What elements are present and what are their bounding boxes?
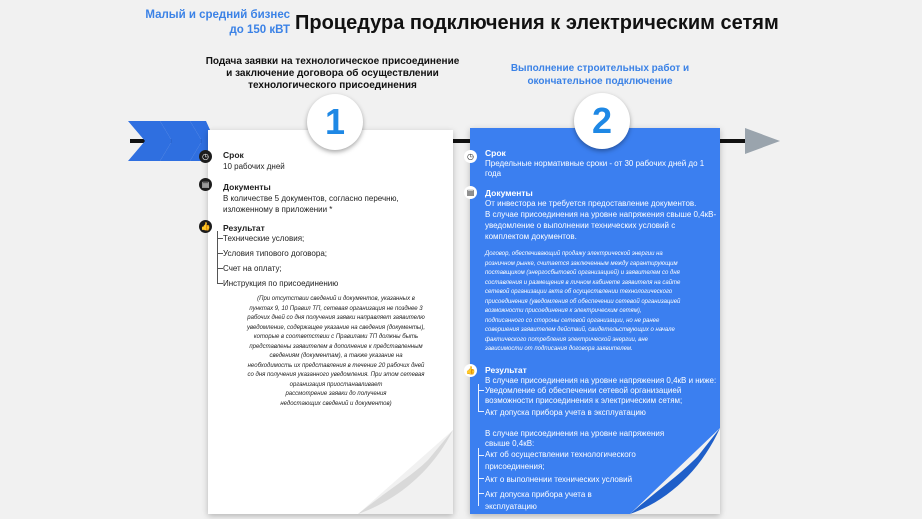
note-line: сетевой организации акта об осуществлении технологического [485,289,673,295]
step2-note [485,250,715,355]
note-line: поставщиком (энергосбытовой организацией) и заявителем со дня [485,270,680,276]
result-item: эксплуатацию [485,502,537,511]
result-item: возможности присоединения к электрическим сетям; [485,396,683,405]
result-bracket [478,448,479,506]
step2-heading [495,62,705,88]
page-curl-icon [630,428,720,514]
note-line: составления и размещения в личном кабинете заявителя на сайте [485,279,681,286]
arrow-head-icon [745,128,780,154]
subtitle-line: до 150 кВТ [229,24,290,36]
note-line: которые в соответствии с Правилами ТП должны быть [253,334,419,340]
note-line: организация приостанавливает [289,381,383,388]
page-curl-icon [358,430,453,514]
note-line: присоединения (уведомления об обеспечении сетевой организацией [485,298,681,305]
result-item: Технические условия; [223,234,305,243]
step1-card [200,130,453,514]
subtitle-line: Малый и средний бизнес [145,9,290,21]
step1-note [222,295,450,409]
note-line: совершения заявителем действий, свидетельствующих о начале [485,327,675,333]
result-item: Акт о выполнении технических условий [485,475,633,484]
note-line: сведениям (документам), а также указание на [269,353,403,359]
heading-line: и заключение договора об осуществлении [226,68,439,79]
clock-icon: ◷ [464,150,477,163]
step-number-badge: 1 [307,94,363,150]
result-intro: свыше 0,4кВ: [485,439,535,448]
step2-card [465,128,720,514]
result-item: Условия типового договора; [223,249,328,258]
bracket-tick [478,493,484,494]
term-text: года [485,169,502,178]
heading-line: Подача заявки на технологическое присоединение [205,56,460,67]
docs-text: уведомление о выполнении технических условий с [485,221,676,230]
term-title: Срок [485,148,506,158]
note-line: представлены заявителем в дополнение к представленным [249,343,423,350]
document-icon: ▤ [199,178,212,191]
note-line: со дня получения указанного уведомления. При этом сетевая [247,372,425,378]
note-line: пунктах 9, 10 Правил ТП, сетевая организация не позднее 3 [249,305,423,312]
note-line: фактического потребления электрической энергии, вне [485,336,648,343]
docs-text: комплектом документов. [485,232,577,241]
docs-text: В количестве 5 документов, согласно перечню, [223,194,399,203]
bracket-tick [478,390,484,391]
page-title: Процедура подключения к электрическим сетям [295,12,779,34]
note-line: розничном рынке, считается заключенным между гарантирующим [485,260,678,267]
result-item: Уведомление об обеспечении сетевой организацией [485,386,682,395]
result-item: Счет на оплату; [223,264,282,273]
docs-text: От инвестора не требуется предоставление документов. [485,199,697,208]
thumbs-up-icon: 👍 [465,366,476,375]
term-title: Срок [223,150,244,160]
note-line: уведомление, содержащее указание на сведения (документы), [246,324,426,331]
clock-icon: ◷ [199,150,212,163]
document-icon: ▤ [464,186,477,199]
note-line: недостающих сведений и документов) [280,400,392,407]
bracket-tick [478,478,484,479]
bracket-tick [478,455,484,456]
thumbs-up-icon: 👍 [200,222,211,231]
step1-heading [205,56,460,92]
result-title: Результат [485,365,527,375]
note-line: подписанного со стороны сетевой организации, но не ранее [485,317,660,324]
result-title: Результат [223,223,265,233]
bracket-tick [478,411,484,412]
result-item: Акт об осуществлении технологического [485,450,636,459]
docs-text: В случае присоединения на уровне напряжения свыше 0,4кВ- [485,210,717,219]
term-text: 10 рабочих дней [223,162,285,171]
note-line: возможности присоединения к электрическим сетям), [485,308,642,314]
step-number-badge: 2 [574,93,630,149]
docs-text: изложенному в приложении * [223,205,333,214]
heading-line: технологического присоединения [248,80,417,91]
note-line: необходимость их представления в течение 20 рабочих дней [247,362,425,369]
heading-line: Выполнение строительных работ и [510,63,690,74]
result-intro: В случае присоединения на уровне напряжения 0,4кВ и ниже: [485,376,717,385]
result-item: присоединения; [485,462,545,471]
audience-subtitle [140,8,290,38]
note-line: (При отсутствии сведений и документов, указанных в [257,296,415,302]
term-text: Предельные нормативные сроки - от 30 рабочих дней до 1 [485,159,705,168]
result-item: Акт допуска прибора учета в [485,490,592,499]
result-bracket [478,384,479,412]
note-line: рабочих дней со дня получения заявки направляет заявителю [247,315,425,321]
note-line: рассмотрение заявки до получения [285,391,387,397]
note-line: Договор, обеспечивающий продажу электрической энергии на [485,251,663,257]
docs-title: Документы [485,188,533,198]
result-item: Инструкция по присоединению [223,279,339,288]
heading-line: окончательное подключение [527,76,673,87]
docs-title: Документы [223,182,271,192]
note-line: зависимости от подписания договора заявителем. [485,346,633,352]
result-intro: В случае присоединения на уровне напряжения [485,429,665,438]
result-item: Акт допуска прибора учета в эксплуатацию [485,408,646,417]
